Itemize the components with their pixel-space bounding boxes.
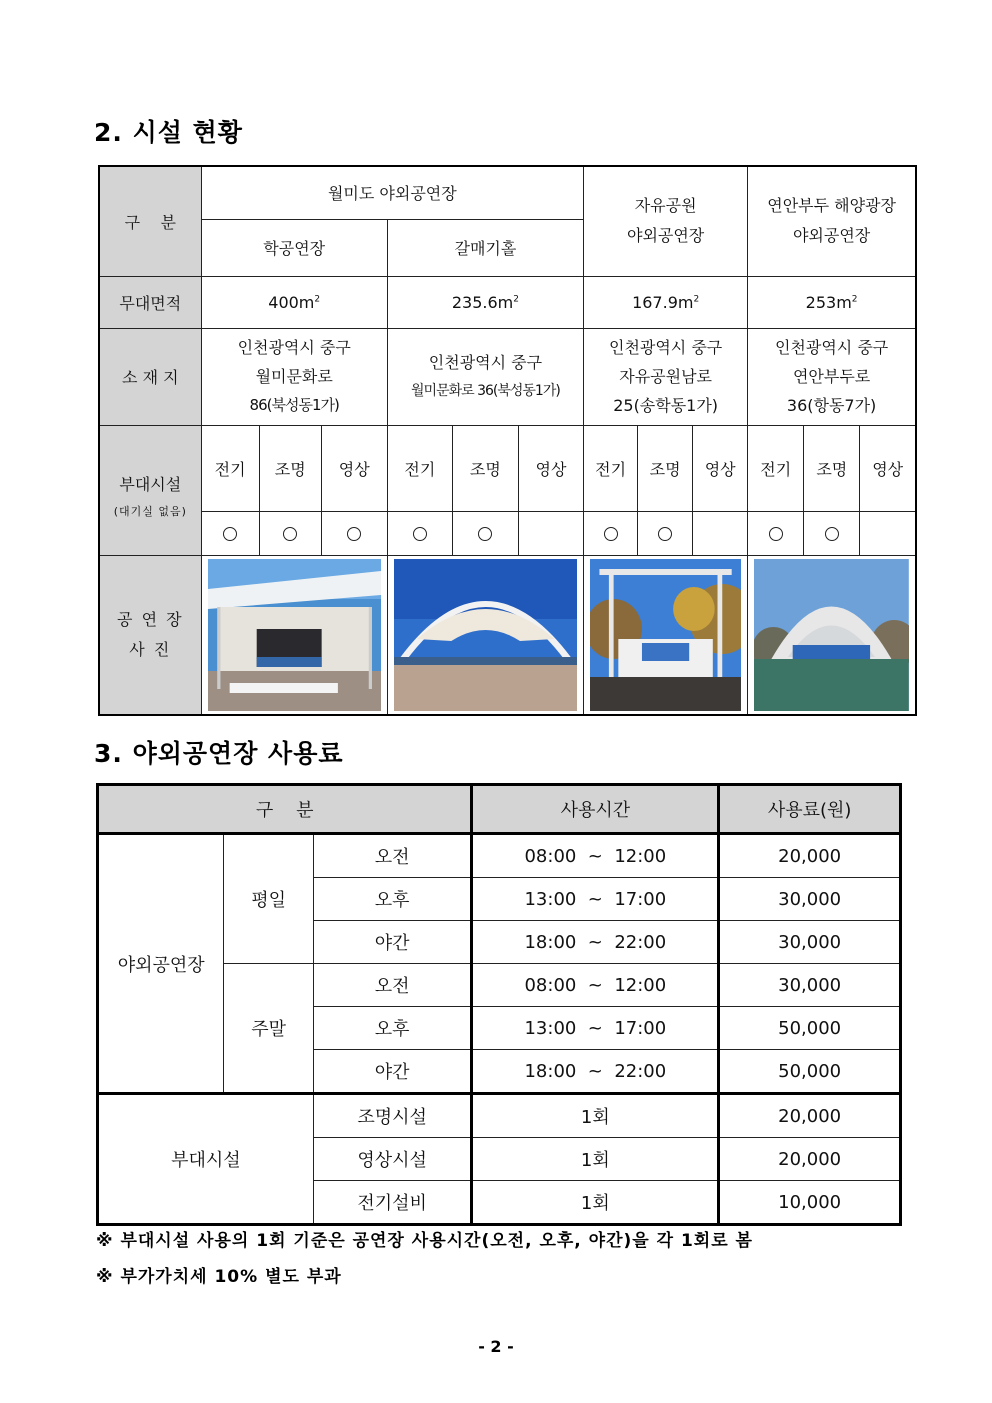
yeonan-header: 연안부두 해양광장 야외공연장 (748, 166, 916, 276)
extra-item-label: 영상시설 (313, 1138, 472, 1181)
gubun-header: 구 분 (98, 785, 472, 834)
time-value: 18:00 ~ 22:00 (472, 921, 719, 964)
gubun-header: 구 분 (99, 166, 201, 276)
available-circle-icon (658, 527, 672, 541)
note-vat: ※ 부가가치세 10% 별도 부과 (96, 1267, 342, 1287)
extra-time-value: 1회 (472, 1181, 719, 1225)
facility-col-label: 영상 (321, 425, 387, 511)
venue-label: 야외공연장 (98, 834, 224, 1094)
facility-col-label: 조명 (259, 425, 321, 511)
photo-cell (201, 555, 387, 715)
area-label: 무대면적 (99, 276, 201, 328)
time-value: 13:00 ~ 17:00 (472, 1007, 719, 1050)
note-facility-basis: ※ 부대시설 사용의 1회 기준은 공연장 사용시간(오전, 오후, 야간)을 각 1회로 봄 (96, 1231, 753, 1251)
available-circle-icon (347, 527, 361, 541)
facility-mark-cell (804, 511, 860, 555)
facility-mark-cell (259, 511, 321, 555)
facility-col-label: 조명 (638, 425, 693, 511)
facility-col-label: 조명 (804, 425, 860, 511)
fee-value: 20,000 (719, 834, 901, 878)
period-label: 오전 (313, 834, 472, 878)
extra-item-label: 전기설비 (313, 1181, 472, 1225)
available-circle-icon (604, 527, 618, 541)
area-value: $400m^2$ (201, 276, 387, 328)
extra-time-value: 1회 (472, 1138, 719, 1181)
facility-col-label: 영상 (860, 425, 916, 511)
location-value: 인천광역시 중구 연안부두로 36(항동7가) (748, 328, 916, 425)
period-label: 오후 (313, 878, 472, 921)
location-value: 인천광역시 중구 월미문화로 86(북성동1가) (201, 328, 387, 425)
facility-col-label: 영상 (518, 425, 583, 511)
facility-mark-cell (452, 511, 518, 555)
facility-mark-cell (860, 511, 916, 555)
hakgong-header: 학공연장 (201, 219, 387, 276)
facility-mark-cell (748, 511, 804, 555)
extra-fee-value: 10,000 (719, 1181, 901, 1225)
fee-value: 30,000 (719, 964, 901, 1007)
extra-item-label: 조명시설 (313, 1094, 472, 1138)
facility-mark-cell (387, 511, 452, 555)
location-value: 인천광역시 중구 자유공원남로 25(송학동1가) (584, 328, 748, 425)
facility-mark-cell (321, 511, 387, 555)
facility-mark-cell (201, 511, 259, 555)
available-circle-icon (413, 527, 427, 541)
facility-col-label: 전기 (584, 425, 638, 511)
facility-mark-cell (693, 511, 748, 555)
time-value: 08:00 ~ 12:00 (472, 964, 719, 1007)
extra-time-value: 1회 (472, 1094, 719, 1138)
time-header: 사용시간 (472, 785, 719, 834)
section-3-heading: 3. 야외공연장 사용료 (94, 739, 344, 768)
extra-facility-label: 부대시설 (98, 1094, 314, 1225)
area-value: $253m^2$ (748, 276, 916, 328)
area-value: $235.6m^2$ (387, 276, 583, 328)
available-circle-icon (825, 527, 839, 541)
page-number: - 2 - (478, 1337, 514, 1356)
facility-mark-cell (518, 511, 583, 555)
facility-col-label: 전기 (387, 425, 452, 511)
section-2-heading: 2. 시설 현황 (94, 118, 243, 147)
facility-col-label: 조명 (452, 425, 518, 511)
period-label: 오후 (313, 1007, 472, 1050)
jayu-park-stage-photo (590, 559, 741, 711)
facility-col-label: 전기 (748, 425, 804, 511)
photo-cell (584, 555, 748, 715)
fee-value: 50,000 (719, 1007, 901, 1050)
facility-mark-cell (584, 511, 638, 555)
wolmido-header: 월미도 야외공연장 (201, 166, 583, 219)
available-circle-icon (769, 527, 783, 541)
fee-value: 30,000 (719, 921, 901, 964)
extra-fee-value: 20,000 (719, 1138, 901, 1181)
facility-mark-cell (638, 511, 693, 555)
wolmido-stage-photo (208, 559, 381, 711)
photo-cell (748, 555, 916, 715)
fee-value: 50,000 (719, 1050, 901, 1094)
area-value: $167.9m^2$ (584, 276, 748, 328)
yeonan-pier-stage-photo (754, 559, 909, 711)
period-label: 오전 (313, 964, 472, 1007)
weekday-label: 평일 (224, 834, 313, 964)
extra-fee-value: 20,000 (719, 1094, 901, 1138)
photo-cell (387, 555, 583, 715)
weekend-label: 주말 (224, 964, 313, 1094)
fee-value: 30,000 (719, 878, 901, 921)
facility-status-table (98, 165, 917, 716)
available-circle-icon (478, 527, 492, 541)
galmae-hall-photo (394, 559, 577, 711)
galmae-header: 갈매기홀 (387, 219, 583, 276)
usage-fee-table (96, 783, 902, 1226)
facility-col-label: 전기 (201, 425, 259, 511)
location-value: 인천광역시 중구 월미문화로 36(북성동1가) (387, 328, 583, 425)
period-label: 야간 (313, 1050, 472, 1094)
available-circle-icon (283, 527, 297, 541)
time-value: 13:00 ~ 17:00 (472, 878, 719, 921)
facility-col-label: 영상 (693, 425, 748, 511)
facility-label: 부대시설 (대기실 없음) (99, 425, 201, 555)
time-value: 08:00 ~ 12:00 (472, 834, 719, 878)
fee-header: 사용료(원) (719, 785, 901, 834)
time-value: 18:00 ~ 22:00 (472, 1050, 719, 1094)
jayu-header: 자유공원 야외공연장 (584, 166, 748, 276)
period-label: 야간 (313, 921, 472, 964)
available-circle-icon (223, 527, 237, 541)
location-label: 소 재 지 (99, 328, 201, 425)
photo-label: 공 연 장 사 진 (99, 555, 201, 715)
